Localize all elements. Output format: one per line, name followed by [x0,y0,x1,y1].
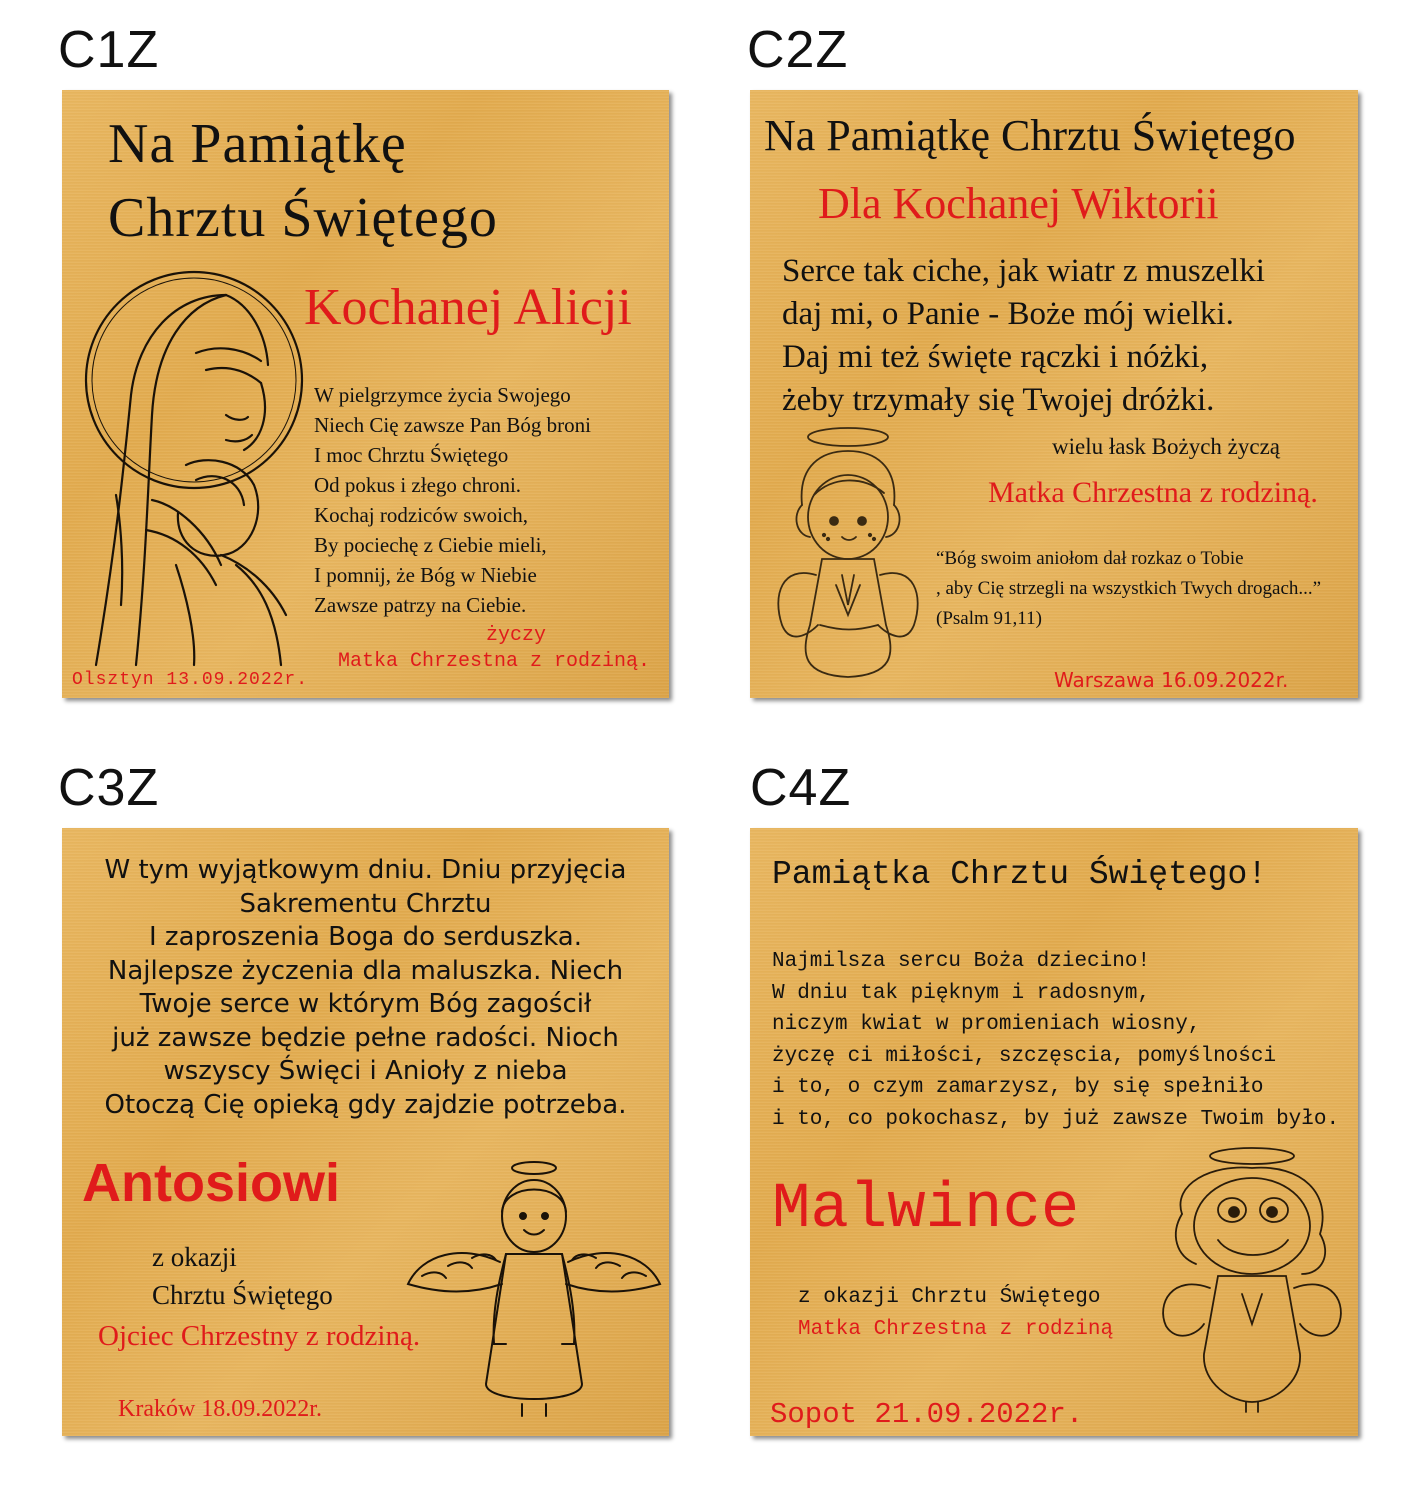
giver-text: Matka Chrzestna z rodziną. [338,650,651,673]
plaque-title: Na Pamiątkę Chrztu Świętego [764,111,1296,160]
place-date: Olsztyn 13.09.2022r. [72,670,309,690]
plaque-c2z [750,90,1358,698]
angel-girl-icon [762,425,932,685]
plaque-title-line1: Na Pamiątkę [108,113,407,175]
plaque-c3z [62,828,669,1436]
wish-text: wielu łask Bożych życzą [1052,434,1280,459]
poem: Najmilsza sercu Boża dziecino! W dniu tak pięknym i radosnym, niczym kwiat w promieniach wiosny, życzę ci miłości, szczęscia, pomyślności i to, o czym zamarzysz, by się spełniło i to, co pokochasz, by już zawsze Twoim było. [772,950,1340,1131]
recipient-name: Dla Kochanej Wiktorii [818,179,1219,228]
plaque-c4z [750,828,1358,1436]
occasion-text: z okazji Chrztu Świętego [798,1286,1101,1309]
panel-code-c1z: C1Z [58,21,160,79]
poem: Serce tak ciche, jak wiatr z muszelki daj mi, o Panie - Boże mój wielki. Daj mi też święte rączki i nóżki, żeby trzymały się Twojej dróżki. [782,253,1265,418]
occasion-line2: Chrztu Świętego [152,1280,333,1310]
panel-code-c4z: C4Z [750,759,852,817]
angel-icon [402,1154,664,1424]
poem: W tym wyjątkowym dniu. Dniu przyjęcia Sakrementu Chrztu I zaproszenia Boga do serduszka. Najlepsze życzenia dla maluszka. Niech Twoje serce w którym Bóg zagościł już zawsze będzie pełne radości. Nioch wszyscy Święci i Anioły z nieba Otoczą Cię opieką gdy zajdzie potrzeba. [104,855,627,1120]
recipient-name: Malwince [772,1174,1080,1246]
plaque-title-line2: Chrztu Świętego [108,187,498,249]
giver-text: Matka Chrzestna z rodziną [798,1318,1114,1341]
place-date: Warszawa 16.09.2022r. [1054,668,1289,692]
occasion-line1: z okazji [152,1242,237,1272]
recipient-name: Antosiowi [82,1153,340,1213]
giver-text: Matka Chrzestna z rodziną. [988,476,1318,509]
place-date: Kraków 18.09.2022r. [118,1396,322,1422]
psalm-quote: “Bóg swoim aniołom dał rozkaz o Tobie , aby Cię strzegli na wszystkich Twych drogach...” (Psalm 91,11) [936,548,1322,629]
wish-text: życzy [486,624,547,647]
panel-code-c3z: C3Z [58,759,160,817]
place-date: Sopot 21.09.2022r. [770,1398,1084,1431]
plaque-title: Pamiątka Chrztu Świętego! [772,856,1268,893]
poem: W pielgrzymce życia Swojego Niech Cię zawsze Pan Bóg broni I moc Chrztu Świętego Od pokus i złego chroni. Kochaj rodziców swoich, By pociechę z Ciebie mieli, I pomnij, że Bóg w Niebie Zawsze patrzy na Ciebie. [314,383,592,617]
smiling-angel-icon [1152,1144,1352,1414]
giver-text: Ojciec Chrzestny z rodziną. [98,1320,421,1352]
panel-code-c2z: C2Z [747,21,849,79]
recipient-name: Kochanej Alicji [304,279,632,336]
madonna-with-child-icon [76,265,308,670]
plaque-c1z [62,90,669,698]
